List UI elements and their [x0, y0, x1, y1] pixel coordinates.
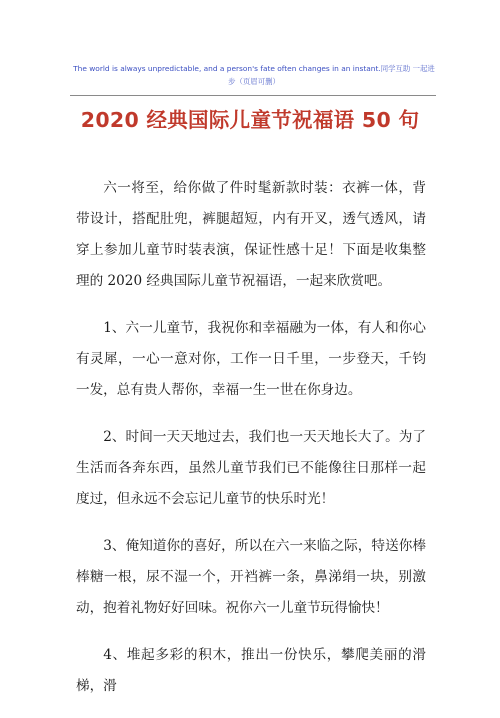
header-motto-en: The world is always unpredictable, and a person's fate often changes in an instant. — [73, 64, 381, 73]
document-title: 2020 经典国际儿童节祝福语 50 句 — [80, 108, 420, 132]
document-body — [76, 173, 426, 718]
intro-paragraph: 六一将至，给你做了件时髦新款时装：衣裤一体，背带设计，搭配肚兜，裤腿超短，内有开叉，透气透风，请穿上参加儿童节时装表演，保证性感十足！下面是收集整理的 2020 经典国际儿童节祝福语，一起来欣赏吧。 — [76, 180, 426, 289]
header-note — [70, 62, 438, 88]
wish-paragraph-4: 4、堆起多彩的积木，推出一份快乐，攀爬美丽的滑梯，滑 — [76, 647, 426, 694]
header-motto-cn: 同学互助 一起进步（页眉可删） — [228, 64, 435, 86]
header-divider — [70, 95, 436, 96]
wish-paragraph-2: 2、时间一天天地过去，我们也一天天地长大了。为了生活而各奔东西，虽然儿童节我们已不能像往日那样一起度过，但永远不会忘记儿童节的快乐时光！ — [76, 429, 426, 507]
wish-paragraph-3: 3、俺知道你的喜好，所以在六一来临之际，特送你棒棒糖一根，尿不湿一个，开裆裤一条，鼻涕绢一块，别激动，抱着礼物好好回味。祝你六一儿童节玩得愉快！ — [76, 538, 426, 616]
wish-paragraph-1: 1、六一儿童节，我祝你和幸福融为一体，有人和你心有灵犀，一心一意对你，工作一日千里，一步登天，千钧一发，总有贵人帮你，幸福一生一世在你身边。 — [76, 320, 426, 398]
